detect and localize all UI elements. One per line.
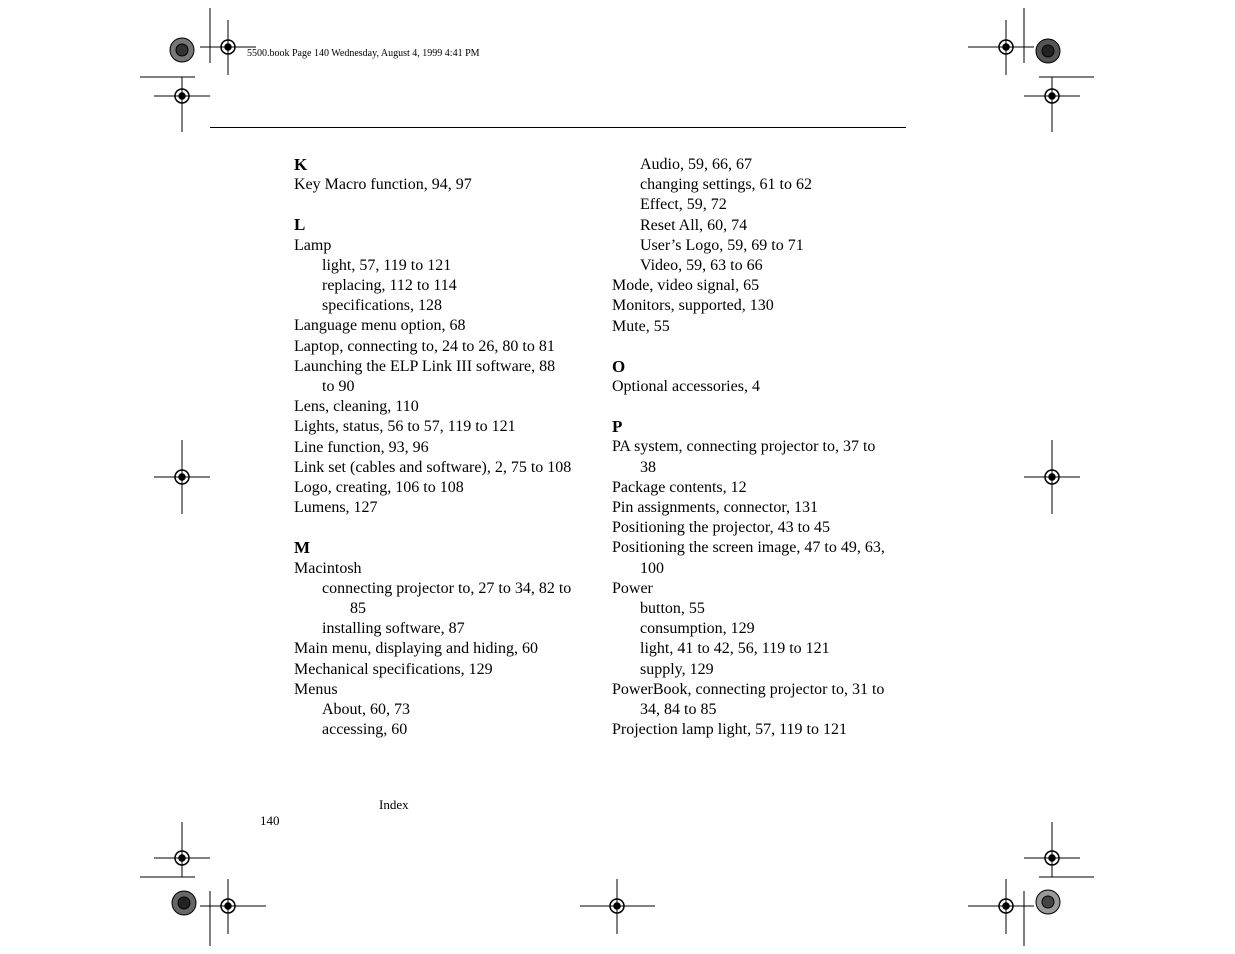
- index-entry-continuation: 85: [350, 600, 366, 618]
- index-entry: Launching the ELP Link III software, 88: [294, 357, 556, 375]
- index-entry: Mute, 55: [612, 317, 670, 335]
- index-letter-heading: O: [612, 356, 626, 376]
- index-entry: Laptop, connecting to, 24 to 26, 80 to 81: [294, 337, 555, 355]
- index-subentry: installing software, 87: [322, 620, 465, 638]
- index-entry-continuation: 100: [640, 559, 664, 577]
- index-column-left: [294, 155, 594, 740]
- index-entry: Lamp: [294, 236, 332, 254]
- index-subentry: light, 57, 119 to 121: [322, 256, 452, 274]
- index-letter-heading: P: [612, 417, 623, 437]
- index-entry: Lights, status, 56 to 57, 119 to 121: [294, 418, 516, 436]
- index-column-right: [612, 155, 912, 740]
- index-entry: Link set (cables and software), 2, 75 to 108: [294, 458, 572, 476]
- index-subentry: button, 55: [640, 600, 705, 618]
- index-subentry: Video, 59, 63 to 66: [640, 257, 763, 275]
- index-entry: Line function, 93, 96: [294, 438, 429, 456]
- index-entry: Mechanical specifications, 129: [294, 660, 493, 678]
- index-entry: Logo, creating, 106 to 108: [294, 479, 464, 497]
- index-letter-heading: L: [294, 215, 306, 235]
- index-entry: PA system, connecting projector to, 37 to: [612, 438, 876, 456]
- index-entry: Pin assignments, connector, 131: [612, 499, 818, 517]
- index-entry: Projection lamp light, 57, 119 to 121: [612, 721, 847, 739]
- index-subentry: Audio, 59, 66, 67: [640, 156, 752, 173]
- index-entry-continuation: 38: [640, 458, 656, 476]
- page-number: 140: [260, 813, 280, 828]
- index-entry: Positioning the screen image, 47 to 49, 63,: [612, 539, 885, 557]
- index-letter-heading: K: [294, 155, 308, 174]
- index-entry: Package contents, 12: [612, 478, 747, 496]
- index-letter-heading: M: [294, 538, 311, 558]
- index-entry: Monitors, supported, 130: [612, 297, 774, 315]
- index-entry: Optional accessories, 4: [612, 378, 760, 396]
- index-entry: Language menu option, 68: [294, 317, 466, 335]
- index-subentry: light, 41 to 42, 56, 119 to 121: [640, 640, 830, 658]
- index-subentry: specifications, 128: [322, 297, 442, 315]
- index-subentry: connecting projector to, 27 to 34, 82 to: [322, 579, 572, 597]
- index-entry: Mode, video signal, 65: [612, 277, 760, 295]
- index-subentry: consumption, 129: [640, 620, 755, 638]
- index-entry: Lens, cleaning, 110: [294, 398, 419, 416]
- index-subentry: User’s Logo, 59, 69 to 71: [640, 236, 804, 254]
- index-entry: Menus: [294, 680, 338, 698]
- footer-section-label: Index: [379, 797, 409, 812]
- index-subentry: accessing, 60: [322, 721, 408, 739]
- index-entry: Lumens, 127: [294, 499, 378, 517]
- index-subentry: Reset All, 60, 74: [640, 216, 748, 234]
- index-entry: Key Macro function, 94, 97: [294, 176, 472, 194]
- print-slug: 5500.book Page 140 Wednesday, August 4, 1999 4:41 PM: [247, 48, 480, 59]
- index-subentry: supply, 129: [640, 660, 714, 678]
- index-entry: Positioning the projector, 43 to 45: [612, 519, 831, 537]
- index-entry-continuation: 34, 84 to 85: [640, 701, 717, 719]
- header-rule: [210, 127, 906, 128]
- index-entry: Power: [612, 579, 653, 597]
- index-subentry: About, 60, 73: [322, 701, 410, 719]
- index-entry: Main menu, displaying and hiding, 60: [294, 640, 538, 658]
- index-entry-continuation: to 90: [322, 378, 355, 396]
- index-entry: PowerBook, connecting projector to, 31 to: [612, 680, 885, 698]
- index-subentry: changing settings, 61 to 62: [640, 176, 812, 194]
- index-entry: Macintosh: [294, 559, 362, 577]
- index-subentry: Effect, 59, 72: [640, 196, 727, 214]
- index-subentry: replacing, 112 to 114: [322, 277, 457, 295]
